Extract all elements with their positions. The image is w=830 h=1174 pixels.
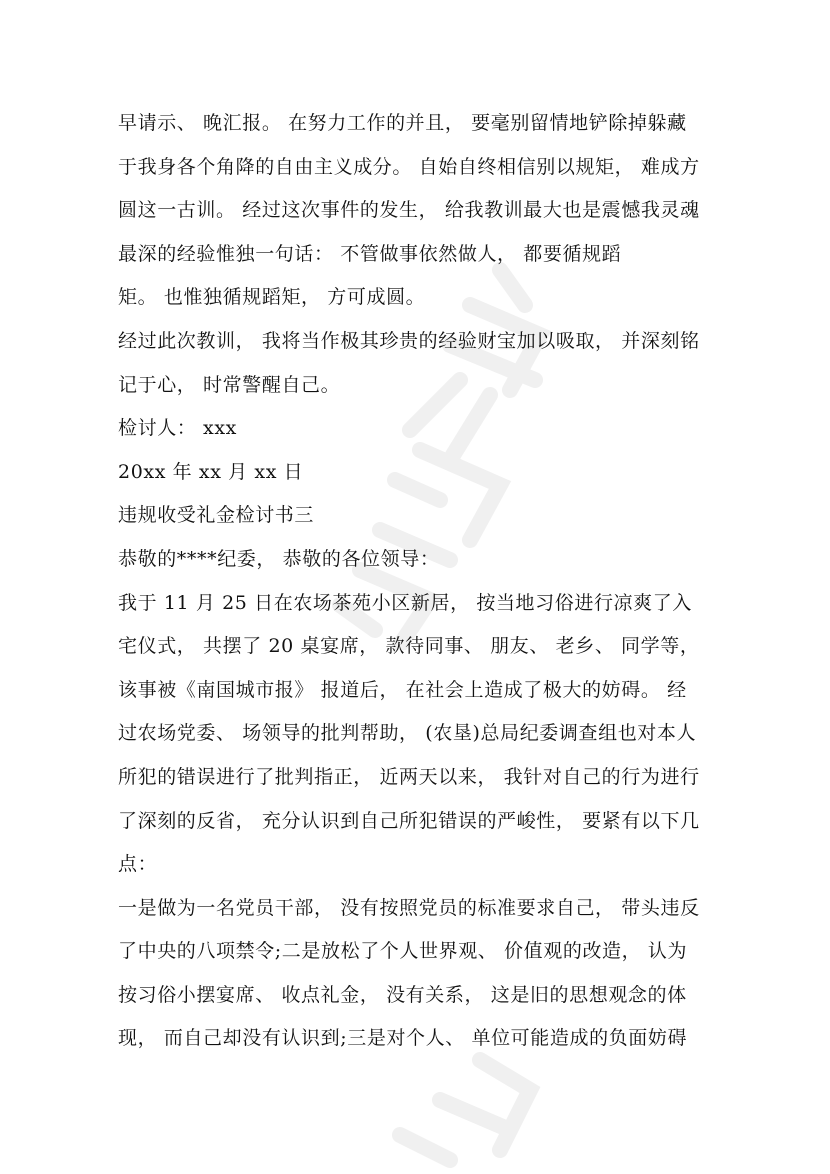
text-line: 记于心， 时常警醒自己。: [118, 373, 341, 396]
text-line: 了中央的八项禁令;二是放松了个人世界观、 价值观的改造， 认为: [118, 940, 688, 963]
text-line: 经过此次教训， 我将当作极其珍贵的经验财宝加以吸取， 并深刻铭: [118, 329, 700, 352]
text-line: 过农场党委、 场领导的批判帮助， (农垦)总局纪委调查组也对本人: [118, 722, 697, 745]
text-line: 我于 11 月 25 日在农场茶苑小区新居， 按当地习俗进行凉爽了入: [118, 591, 692, 614]
text-line: 于我身各个角降的自由主义成分。 自始自终相信别以规矩， 难成方: [118, 155, 700, 178]
text-line: 该事被《南国城市报》 报道后， 在社会上造成了极大的妨碍。 经: [118, 678, 687, 701]
text-line: 最深的经验惟独一句话： 不管做事依然做人， 都要循规蹈: [118, 242, 622, 265]
salutation: 恭敬的****纪委， 恭敬的各位领导：: [118, 547, 440, 570]
text-line: 点：: [118, 853, 158, 876]
text-line: 早请示、 晚汇报。 在努力工作的并且， 要毫别留情地铲除掉躲藏: [118, 112, 687, 134]
signature-line: 检讨人： xxx: [118, 417, 237, 440]
text-line: 按习俗小摆宴席、 收点礼金， 没有关系， 这是旧的思想观念的体: [118, 983, 687, 1006]
text-line: 现， 而自己却没有认识到;三是对个人、 单位可能造成的负面妨碍: [118, 1027, 688, 1050]
text-line: 宅仪式， 共摆了 20 桌宴席， 款待同事、 朋友、 老乡、 同学等，: [118, 635, 700, 658]
text-line: 圆这一古训。 经过这次事件的发生， 给我教训最大也是震憾我灵魂: [118, 199, 700, 222]
text-line: 了深刻的反省， 充分认识到自己所犯错误的严峻性， 要紧有以下几: [118, 809, 700, 832]
text-line: 矩。 也惟独循规蹈矩， 方可成圆。: [118, 286, 426, 309]
date-line: 20xx 年 xx 月 xx 日: [118, 460, 304, 483]
section-title: 违规收受礼金检讨书三: [118, 504, 315, 527]
text-line: 一是做为一名党员干部， 没有按照党员的标准要求自己， 带头违反: [118, 896, 700, 919]
document-body: [118, 102, 718, 1061]
text-line: 所犯的错误进行了批判指正， 近两天以来， 我针对自己的行为进行: [118, 765, 700, 788]
